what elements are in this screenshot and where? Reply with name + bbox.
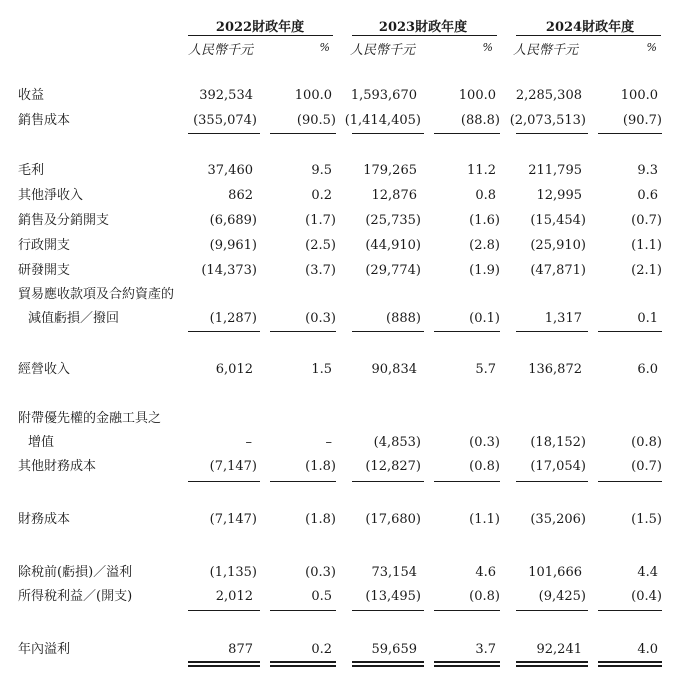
amount-2024: (35,206) (530, 512, 586, 527)
percent-2022: (90.5) (296, 113, 336, 128)
amount-2023: 179,265 (363, 163, 417, 178)
percent-2023: (88.8) (460, 113, 500, 128)
percent-2024: 6.0 (637, 362, 658, 377)
subtotal-rule (270, 610, 336, 611)
row-label: 除稅前(虧損)／溢利 (18, 565, 133, 580)
subtotal-rule (598, 610, 662, 611)
amount-2024: 92,241 (536, 642, 582, 657)
percent-2024: 0.6 (637, 188, 658, 203)
percent-2023: (1.6) (469, 213, 500, 228)
amount-2023: 90,834 (371, 362, 417, 377)
subtotal-rule (352, 133, 424, 134)
percent-2022: (0.3) (305, 311, 336, 326)
subtotal-rule (598, 331, 662, 332)
amount-2024: 101,666 (528, 565, 582, 580)
percent-2023: (2.8) (469, 238, 500, 253)
amount-2024: 211,795 (528, 163, 582, 178)
percent-2023: (0.8) (469, 459, 500, 474)
row-label: 減值虧損／撥回 (28, 311, 120, 326)
percent-2023: (0.1) (469, 311, 500, 326)
amount-2023: (17,680) (365, 512, 421, 527)
percent-2024: (2.1) (631, 263, 662, 278)
row-label: 附帶優先權的金融工具之 (18, 411, 162, 426)
table-row-other-finance-costs (0, 457, 685, 477)
table-row-profit-for-year (0, 640, 685, 660)
percent-2023: (1.1) (469, 512, 500, 527)
amount-2024: 136,872 (528, 362, 582, 377)
row-label: 其他財務成本 (18, 459, 97, 474)
amount-2023: (25,735) (365, 213, 421, 228)
percent-2024: 9.3 (637, 163, 658, 178)
percent-label-2023: % (482, 41, 493, 54)
table-row-operating-income (0, 360, 685, 380)
row-label: 銷售成本 (18, 113, 71, 128)
row-label: 研發開支 (18, 263, 71, 278)
percent-2024: (1.5) (631, 512, 662, 527)
unit-label-2023: 人民幣千元 (350, 43, 416, 58)
percent-2023: 100.0 (458, 88, 496, 103)
amount-2023: (4,853) (373, 435, 421, 450)
amount-2022: (1,135) (209, 565, 257, 580)
row-label: 年內溢利 (18, 642, 71, 657)
subtotal-rule (598, 133, 662, 134)
amount-2022: (6,689) (209, 213, 257, 228)
subtotal-rule (352, 610, 424, 611)
subtotal-rule (188, 481, 260, 482)
total-double-rule (598, 661, 662, 667)
percent-2023: (0.8) (469, 589, 500, 604)
header-underline-2022 (188, 35, 333, 36)
percent-2024: (0.8) (631, 435, 662, 450)
amount-2022: (1,287) (209, 311, 257, 326)
row-label: 行政開支 (18, 238, 71, 253)
amount-2022: (355,074) (193, 113, 257, 128)
percent-2022: 9.5 (311, 163, 332, 178)
percent-2022: 0.5 (311, 589, 332, 604)
total-double-rule (188, 661, 260, 667)
percent-2024: 4.4 (637, 565, 658, 580)
percent-2024: (0.7) (631, 213, 662, 228)
amount-2024: 2,285,308 (515, 88, 582, 103)
subtotal-rule (270, 331, 336, 332)
subtotal-rule (352, 481, 424, 482)
subtotal-rule (188, 133, 260, 134)
subtotal-rule (516, 331, 588, 332)
table-row-preferred-instruments (0, 433, 685, 453)
percent-2024: 100.0 (620, 88, 658, 103)
subtotal-rule (598, 481, 662, 482)
amount-2023: 12,876 (371, 188, 417, 203)
row-label: 銷售及分銷開支 (18, 213, 110, 228)
percent-2023: 5.7 (475, 362, 496, 377)
amount-2023: (29,774) (365, 263, 421, 278)
year-header-2024: 2024財政年度 (545, 20, 635, 35)
percent-2023: (1.9) (469, 263, 500, 278)
percent-2024: (90.7) (622, 113, 662, 128)
percent-2023: 4.6 (475, 565, 496, 580)
percent-2023: 3.7 (475, 642, 496, 657)
table-row-impairment-heading (0, 285, 685, 305)
unit-label-2022: 人民幣千元 (188, 43, 254, 58)
amount-2024: (18,152) (530, 435, 586, 450)
percent-2024: (0.4) (631, 589, 662, 604)
amount-2023: (13,495) (365, 589, 421, 604)
row-label: 增值 (28, 435, 55, 450)
row-label: 財務成本 (18, 512, 71, 527)
subtotal-rule (188, 610, 260, 611)
amount-2024: 1,317 (544, 311, 582, 326)
percent-2024: 4.0 (637, 642, 658, 657)
amount-2024: (25,910) (530, 238, 586, 253)
total-double-rule (270, 661, 336, 667)
subtotal-rule (516, 133, 588, 134)
table-row-income-tax (0, 587, 685, 607)
amount-2022: 877 (228, 642, 253, 657)
amount-2022: (7,147) (209, 512, 257, 527)
percent-2022: 1.5 (311, 362, 332, 377)
amount-2024: 12,995 (536, 188, 582, 203)
row-label: 毛利 (18, 163, 45, 178)
percent-2022: (2.5) (305, 238, 336, 253)
amount-2023: (888) (386, 311, 421, 326)
table-row-revenue (0, 86, 685, 106)
table-row-selling-expenses (0, 211, 685, 231)
row-label: 收益 (18, 88, 45, 103)
percent-label-2024: % (646, 41, 657, 54)
amount-2024: (15,454) (530, 213, 586, 228)
row-label: 經營收入 (18, 362, 71, 377)
subtotal-rule (516, 610, 588, 611)
amount-2022: 392,534 (199, 88, 253, 103)
subtotal-rule (352, 331, 424, 332)
percent-2022: 100.0 (294, 88, 332, 103)
header-underline-2023 (352, 35, 497, 36)
amount-2023: (1,414,405) (344, 113, 421, 128)
total-double-rule (352, 661, 424, 667)
year-header-2023: 2023財政年度 (378, 20, 468, 35)
amount-2023: 59,659 (371, 642, 417, 657)
amount-2022: (9,961) (209, 238, 257, 253)
row-label: 其他淨收入 (18, 188, 84, 203)
amount-2022: 2,012 (215, 589, 253, 604)
table-row-other-net-income (0, 186, 685, 206)
amount-2022: 37,460 (207, 163, 253, 178)
subtotal-rule (434, 331, 500, 332)
table-row-preferred-instruments-heading (0, 409, 685, 429)
amount-2024: (2,073,513) (509, 113, 586, 128)
subtotal-rule (434, 610, 500, 611)
table-row-profit-before-tax (0, 563, 685, 583)
amount-2023: 73,154 (371, 565, 417, 580)
header-underline-2024 (516, 35, 661, 36)
percent-label-2022: % (319, 41, 330, 54)
row-label: 所得稅利益／(開支) (18, 589, 133, 604)
percent-2022: 0.2 (311, 642, 332, 657)
amount-2022: – (245, 435, 252, 450)
amount-2023: (44,910) (365, 238, 421, 253)
table-row-cost-of-sales (0, 111, 685, 131)
table-row-finance-costs (0, 510, 685, 530)
total-double-rule (516, 661, 588, 667)
table-row-impairment (0, 309, 685, 329)
amount-2023: (12,827) (365, 459, 421, 474)
amount-2024: (9,425) (538, 589, 586, 604)
amount-2024: (17,054) (530, 459, 586, 474)
percent-2022: 0.2 (311, 188, 332, 203)
percent-2024: (1.1) (631, 238, 662, 253)
total-double-rule (434, 661, 500, 667)
percent-2024: (0.7) (631, 459, 662, 474)
table-row-gross-profit (0, 161, 685, 181)
amount-2024: (47,871) (530, 263, 586, 278)
table-row-rd-expenses (0, 261, 685, 281)
year-header-2022: 2022財政年度 (215, 20, 305, 35)
amount-2022: 862 (228, 188, 253, 203)
percent-2023: 11.2 (467, 163, 496, 178)
row-label: 貿易應收款項及合約資產的 (18, 287, 175, 302)
percent-2022: – (325, 435, 332, 450)
percent-2022: (1.8) (305, 512, 336, 527)
amount-2022: (7,147) (209, 459, 257, 474)
percent-2022: (3.7) (305, 263, 336, 278)
percent-2022: (1.7) (305, 213, 336, 228)
subtotal-rule (434, 481, 500, 482)
table-row-admin-expenses (0, 236, 685, 256)
amount-2022: (14,373) (201, 263, 257, 278)
percent-2023: 0.8 (475, 188, 496, 203)
percent-2022: (1.8) (305, 459, 336, 474)
unit-label-2024: 人民幣千元 (513, 43, 579, 58)
subtotal-rule (516, 481, 588, 482)
subtotal-rule (434, 133, 500, 134)
amount-2022: 6,012 (215, 362, 253, 377)
subtotal-rule (270, 133, 336, 134)
percent-2023: (0.3) (469, 435, 500, 450)
subtotal-rule (270, 481, 336, 482)
amount-2023: 1,593,670 (350, 88, 417, 103)
subtotal-rule (188, 331, 260, 332)
percent-2022: (0.3) (305, 565, 336, 580)
percent-2024: 0.1 (637, 311, 658, 326)
